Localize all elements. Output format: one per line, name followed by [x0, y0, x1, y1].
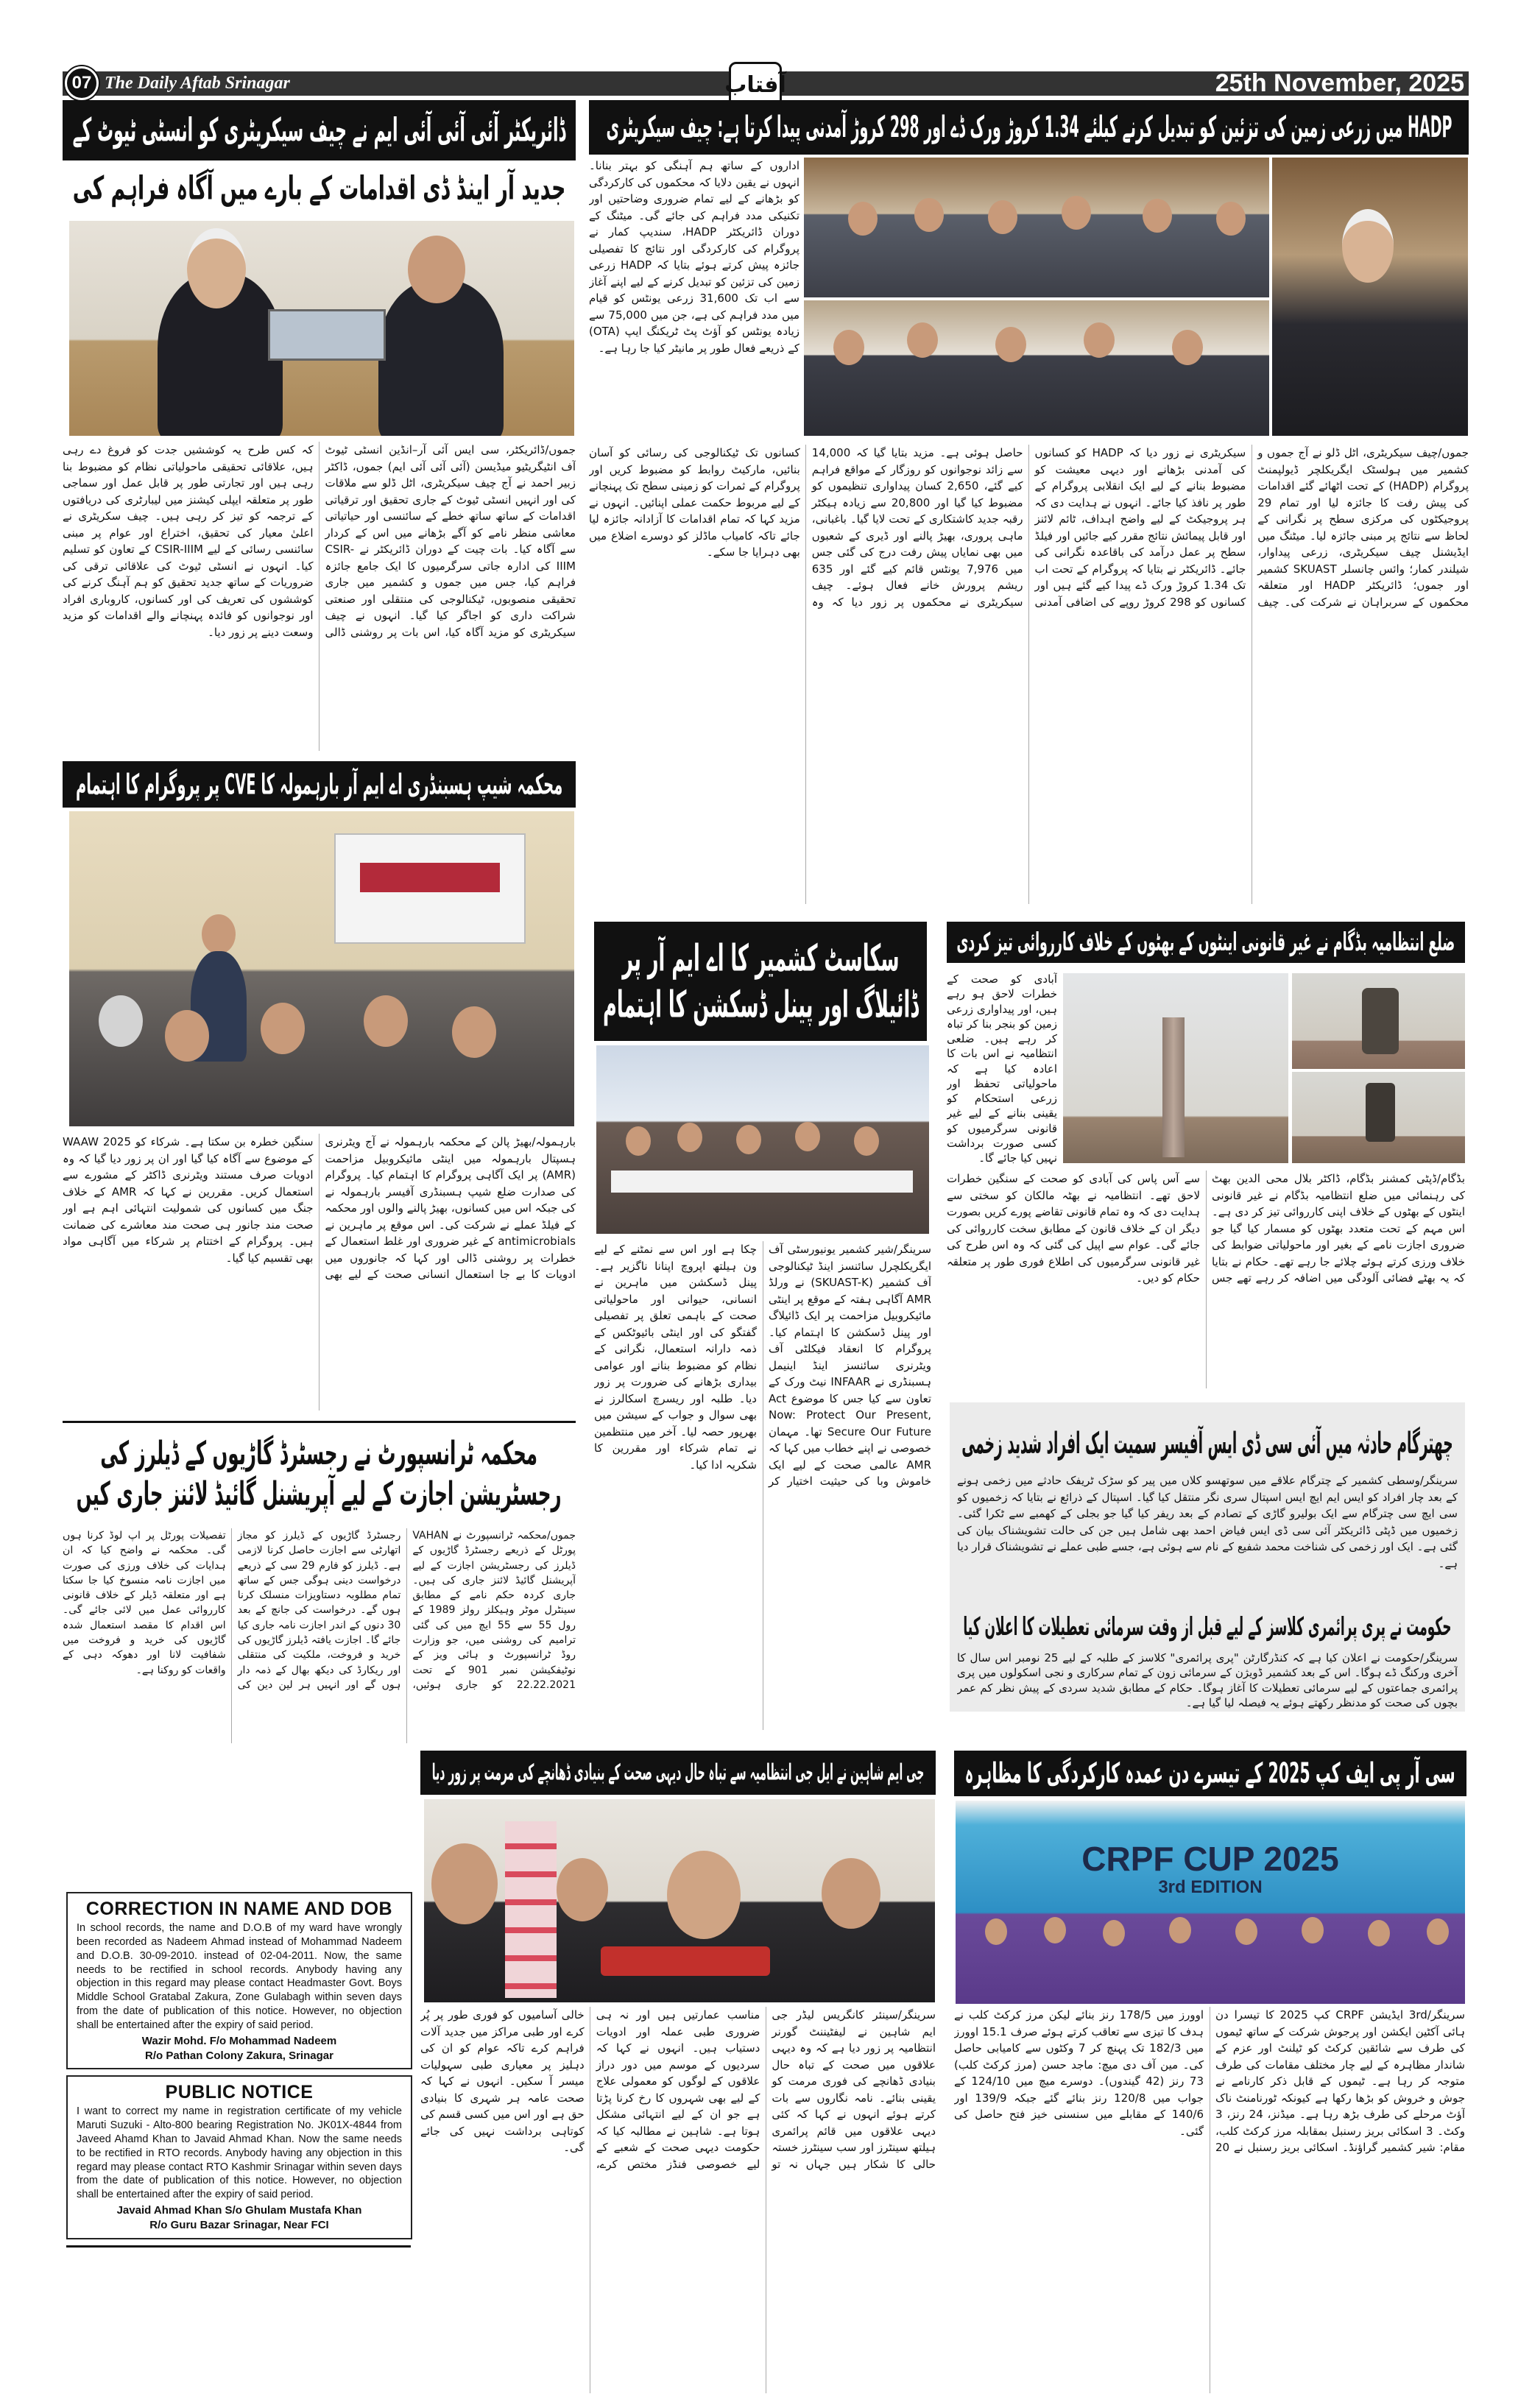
photo-hadp-meeting-1 [804, 158, 1269, 297]
headline-iiim-line2-box [63, 162, 576, 215]
photo-crpf-cup-teams [956, 1801, 1465, 2004]
headline-cve-box [63, 761, 576, 808]
divider [66, 2245, 411, 2248]
article-body-budgam: بڈگام/ڈپٹی کمشنر بڈگام، ڈاکٹر بلال محی الدین بھٹ کی رہنمائی میں ضلع انتظامیہ بڈگام نے غیر قانونی اینٹوں کے بھٹوں کے خلاف اپنی کارروائی تیز کر دی ہے۔ اس مہم کے تحت متعدد بھٹوں کو مسمار کیا گیا جو ضروری اجازت نامے کے بغیر اور ماحولیاتی ضوابط کی خلاف ورزی کرتے ہوئے چلائے جا رہے تھے۔ حکام نے بتایا کہ یہ بھٹے فضائی آلودگی میں اضافہ کر رہے تھے جس سے آس پاس کی آبادی کو صحت کے سنگین خطرات لاحق تھے۔ انتظامیہ نے بھٹہ مالکان کو سختی سے ہدایت دی کہ وہ تمام قانونی تقاضے پورے کریں بصورت دیگر ان کے خلاف قانون کے مطابق سخت کارروائی کی جائے گی۔ عوام سے اپیل کی گئی کہ وہ اس طرح کی غیر قانونی سرگرمیوں کی اطلاع فوری طور پر متعلقہ حکام کو دیں۔ [947, 1172, 1465, 1285]
headline-crpf-box [954, 1751, 1466, 1796]
article-body-budgam-side: آبادی کو صحت کے خطرات لاحق ہو رہے ہیں، اور پیداواری زرعی زمین کو بنجر بنا کر تباہ کر رہے ہیں۔ ضلعی انتظامیہ نے اس بات کا اعادہ کیا ہے کہ ماحولیاتی تحفظ اور زرعی استحکام کو یقینی بنانے کے لیے غیر قانونی سرگرمیوں کو کسی صورت برداشت نہیں کیا جائے گا۔ [947, 972, 1057, 1165]
article-body-preprimary: سرینگر/حکومت نے اعلان کیا ہے کہ کنڈرگارٹن "پری پرائمری" کلاسز کے طلبہ کے لیے 25 نومبر اس سال کا آخری ورکنگ ڈے ہوگا۔ اس کے بعد کشمیر ڈویژن کے سرمائی زون کے تمام سرکاری و نجی اسکولوں میں پری پرائمری جماعتوں کے لیے سرمائی تعطیلات کا آغاز ہوگا۔ حکام کے مطابق شدید سردی کے پیش نظر کم عمر بچوں کی صحت کو مدنظر رکھتے ہوئے یہ فیصلہ لیا گیا ہے۔ [957, 1651, 1458, 1709]
correction-notice-address: R/o Pathan Colony Zakura, Srinagar [145, 2049, 333, 2062]
article-body-chhatergam: سرینگر/وسطی کشمیر کے چترگام علاقے میں سوتھسو کلاں میں پیر کو سڑک ٹریفک حادثے میں زخمی ہونے کے بعد چار افراد کو ایس ایم ایچ ایس اسپتال سری نگر منتقل کیا گیا۔ اسپتال کے ذرائع نے بتایا کہ زخمیوں کو سی ایچ سی چترگام سے ایک بولیرو گاڑی کے تصادم کے بعد ریفر کیا گیا جو بجلی کے کھمبے سے ٹکرا گئی۔ زخمیوں میں ڈپٹی ڈائریکٹر آئی سی ڈی ایس فیاض احمد بھی شامل ہیں جن کی حالت تشویشناک بیان کی گئی ہے۔ ایک اور زخمی کی شناخت محمد شفیع کے نام سے ہوئی ہے، جسے طبی عملے نے تشویشناک قرار دیا ہے۔ [957, 1474, 1458, 1570]
headline-hadp-box [589, 100, 1469, 155]
public-notice [66, 2075, 412, 2239]
headline-skuast-box [594, 922, 927, 1041]
headline-shaheen: جی ایم شاہین نے ایل جی انتظامیہ سے تباہ حال دیہی صحت کے بنیادی ڈھانچے کی مرمت پر زور دیا [431, 1759, 925, 1786]
page-number: 07 [65, 66, 99, 100]
headline-transport: محکمہ ٹرانسپورٹ نے رجسٹرڈ گاڑیوں کے ڈیلرز کی رجسٹریشن اجازت کے لیے آپریشنل گائیڈ لائنز جاری کیں [76, 1434, 562, 1513]
public-notice-address: R/o Guru Bazar Srinagar, Near FCI [149, 2219, 329, 2232]
photo-chief-secretary [1272, 158, 1468, 436]
correction-notice [66, 1892, 412, 2069]
crpf-banner-title: CRPF CUP 2025 [1081, 1840, 1339, 1878]
headline-chhatergam: چھترگام حادثہ میں آئی سی ڈی ایس آفیسر سمیت ایک افراد شدید زخمی [961, 1427, 1453, 1461]
article-body-transport: جموں/محکمہ ٹرانسپورٹ نے VAHAN پورٹل کے ذریعے رجسٹرڈ گاڑیوں کے ڈیلرز کی رجسٹریشن اجازت کے لیے آپریشنل گائیڈ لائنز جاری کی ہیں۔ جاری کردہ حکم نامے کے مطابق سینٹرل موٹر وہیکلز رولز 1989 کے رول 55 سے 55 ایچ میں کی گئی ترامیم کی روشنی میں، جو وزارت روڈ ٹرانسپورٹ و ہائی ویز کے نوٹیفکیشن نمبر 901 کے تحت 22.22.2021 کو جاری ہوئیں، رجسٹرڈ گاڑیوں کے ڈیلرز کو مجاز اتھارٹی سے اجازت حاصل کرنا لازمی ہے۔ ڈیلرز کو فارم 29 سی کے ذریعے درخواست دینی ہوگی جس کے ساتھ تمام مطلوبہ دستاویزات منسلک کرنا ہوں گے۔ درخواست کی جانچ کے بعد 30 دنوں کے اندر اجازت نامہ جاری کیا جائے گا۔ اجازت یافتہ ڈیلرز گاڑیوں کی خرید و فروخت، ملکیت کی منتقلی اور ریکارڈ کی دیکھ بھال کے ذمہ دار ہوں گے اور انہیں ہر لین دین کی تفصیلات پورٹل پر اپ لوڈ کرنا ہوں گی۔ محکمہ نے واضح کیا کہ ان ہدایات کی خلاف ورزی کی صورت میں اجازت نامہ منسوخ کیا جا سکتا ہے اور متعلقہ ڈیلر کے خلاف قانونی کارروائی عمل میں لائی جائے گی۔ اس اقدام کا مقصد استعمال شدہ گاڑیوں کی خرید و فروخت میں شفافیت لانا اور دھوکہ دہی کے واقعات کو روکنا ہے۔ [63, 1530, 576, 1691]
article-body-shaheen: سرینگر/سینئر کانگریس لیڈر جی ایم شاہین نے لیفٹیننٹ گورنر انتظامیہ پر زور دیا ہے کہ وہ دیہی علاقوں میں صحت کے تباہ حال بنیادی ڈھانچے کی فوری مرمت کو یقینی بنائے۔ نامہ نگاروں سے بات کرتے ہوئے انہوں نے کہا کہ کئی دیہی علاقوں میں قائم پرائمری ہیلتھ سینٹرز اور سب سینٹرز خستہ حالی کا شکار ہیں جہاں نہ تو مناسب عمارتیں ہیں اور نہ ہی ضروری طبی عملہ اور ادویات دستیاب ہیں۔ انہوں نے کہا کہ سردیوں کے موسم میں دور دراز علاقوں کے لوگوں کو معمولی علاج کے لیے بھی شہروں کا رخ کرنا پڑتا ہے جو ان کے لیے انتہائی مشکل ہوتا ہے۔ شاہین نے مطالبہ کیا کہ حکومت دیہی صحت کے شعبے کے لیے خصوصی فنڈز مختص کرے، خالی آسامیوں کو فوری طور پر پُر کرے اور طبی مراکز میں جدید آلات فراہم کرے تاکہ عوام کو ان کی دہلیز پر معیاری طبی سہولیات میسر آ سکیں۔ انہوں نے کہا کہ صحت عامہ ہر شہری کا بنیادی حق ہے اور اس میں کسی قسم کی کوتاہی برداشت نہیں کی جائے گی۔ [420, 2008, 936, 2171]
article-body-cve: بارہمولہ/بھیڑ پالن کے محکمہ بارہمولہ نے آج ویٹرنری ہسپتال بارہمولہ میں اینٹی مائیکروبیل مزاحمت (AMR) پر ایک آگاہی پروگرام کا اہتمام کیا۔ پروگرام کی صدارت ضلع شیپ ہسبنڈری آفیسر بارہمولہ نے کی جبکہ اس میں کسانوں، بھیڑ پالنے والوں اور محکمہ کے فیلڈ عملے نے شرکت کی۔ اس موقع پر ماہرین نے antimicrobials کے غیر ضروری اور غلط استعمال کے خطرات پر روشنی ڈالی اور کہا کہ جانوروں میں ادویات کا بے جا استعمال انسانی صحت کے لیے بھی سنگین خطرہ بن سکتا ہے۔ شرکاء کو WAAW 2025 کے موضوع سے آگاہ کیا گیا اور ان پر زور دیا گیا کہ وہ ادویات صرف مستند ویٹرنری ڈاکٹر کے مشورے سے استعمال کریں۔ مقررین نے کہا کہ AMR کے خلاف جنگ میں کسانوں کی شمولیت انتہائی اہم ہے اور صحت مند جانور ہی صحت مند معاشرے کی ضمانت ہیں۔ پروگرام کے اختتام پر شرکاء میں آگاہی مواد بھی تقسیم کیا گیا۔ [63, 1135, 576, 1281]
headline-crpf: سی آر پی ایف کپ 2025 کے تیسرے دن عمدہ کارکردگی کا مظاہرہ [964, 1756, 1456, 1790]
article-body-crpf: سرینگر/3rd ایڈیشن CRPF کپ 2025 کا تیسرا دن ہائی آکٹین ایکشن اور پرجوش شرکت کے ساتھ ٹیموں کی طرف سے شائقین کرکٹ کو ٹیلنٹ اور عزم کے شاندار مظاہرہ کے لیے چار مختلف مقامات کی طرف متوجہ کر رہا ہے۔ ٹیموں کے قابل ذکر کارنامے نے جوش و خروش کو بڑھا رکھا ہے کیونکہ ٹورنامنٹ ناک آؤٹ مرحلے کی طرف بڑھ رہا ہے۔ میڈنز، 24 رنز، 3 وکٹ۔ 3 اسکائی بریز رسنبل بمقابلہ مرز کرکٹ کلب، مقام: شیر کشمیر گراؤنڈ۔ اسکائی بریز رسنبل نے 20 اوورز میں 178/5 رنز بنائے لیکن مرز کرکٹ کلب نے ہدف کا تیزی سے تعاقب کرتے ہوئے صرف 15.1 اوورز میں 182/3 تک پہنچ کر 7 وکٹوں سے کامیابی حاصل کی۔ مین آف دی میچ: ماجد حسن (مرز کرکٹ کلب) 73 رنز (42 گیندوں)۔ دوسرے میچ میں 124/10 کے جواب میں 120/8 رنز بنائے گئے جبکہ 139/9 اور 140/6 کے مقابلے میں سنسنی خیز فتح حاصل کی گئی۔ [954, 2008, 1465, 2154]
photo-kiln-demolition-2 [1292, 1072, 1465, 1163]
correction-notice-title: CORRECTION IN NAME AND DOB [85, 1899, 393, 1919]
headline-shaheen-box [420, 1751, 936, 1795]
photo-shaheen-press [424, 1799, 935, 2002]
notices-column [66, 1892, 412, 2248]
correction-notice-body: In school records, the name and D.O.B of my ward have wrongly been recorded as Nadeem Ahmad instead of Mohammad Nadeem and D.O.B. 30-09-2010. instead of 02-04-2011. Now, the same needs to be rectified in school records. Anybody having any objection in this regard may please contact Headmaster Govt. Boys Middle School Gratabal Zakura, Zone Gulabagh within seven days from the date of publication of this notice. However, no objection shall be entertained after the expiry of said period. [77, 1922, 402, 2031]
public-notice-signature: Javaid Ahmad Khan S/o Ghulam Mustafa Khan [116, 2204, 362, 2217]
newspaper-logo: آفتاب [729, 62, 782, 107]
photo-hadp-meeting-2 [804, 300, 1269, 436]
article-body-hadp-intro: اداروں کے ساتھ ہم آہنگی کو بہتر بنانا۔ انہوں نے یقین دلایا کہ محکموں کی کارکردگی کو بڑھانے کے لیے تمام ضروری وضاحتیں اور تکنیکی مدد فراہم کی جائے گی۔ میٹنگ کے دوران ڈائریکٹر HADP، سندیپ کمار نے پروگرام کی کارکردگی اور نتائج کا تفصیلی جائزہ پیش کرتے ہوئے بتایا کہ HADP زرعی زمین کی تزئین کو تبدیل کرنے کے لیے اپنے آغاز سے اب تک 31,600 زرعی یونٹس کو قیام میں مدد فراہم کی ہے، جن میں 75,000 سے زیادہ یونٹس کو آؤٹ پٹ ٹریکنگ ایپ (OTA) کے ذریعے فعال طور پر مانیٹر کیا جا رہا ہے۔ [589, 159, 799, 355]
issue-date: 25th November, 2025 [1215, 69, 1464, 97]
headline-preprimary-box [950, 1606, 1465, 1648]
headline-hadp: HADP میں زرعی زمین کی تزئین کو تبدیل کرنے کیلئے 1.34 کروڑ ورک ڈے اور 298 کروڑ آمدنی پیدا کرتا ہے: چیف سیکریٹری [605, 110, 1452, 144]
headline-skuast: سکاسٹ کشمیر کا اے ایم آر پر ڈائیلاگ اور پینل ڈسکشن کا اہتمام [602, 936, 919, 1025]
public-notice-body: I want to correct my name in registration certificate of my vehicle Maruti Suzuki - Alto-800 bearing Registration No. JK01X-4844 from Javeed Ahamd Khan to Javaid Ahmad Khan. Now the same needs to be rectified in RTO records. Anybody having any objection in this regard may please contact RTO Kashmir Srinagar within seven days from the date of publication of this notice. However, no objection shall be entertained after the expiry of said period. [77, 2105, 402, 2201]
headline-preprimary: حکومت نے پری پرائمری کلاسز کے لیے قبل از وقت سرمائی تعطیلات کا اعلان کیا [963, 1611, 1452, 1642]
public-notice-title: PUBLIC NOTICE [165, 2082, 314, 2103]
transport-continued-space [65, 1746, 411, 1886]
crpf-banner-edition: 3rd EDITION [1158, 1877, 1263, 1897]
headline-iiim-line1: ڈائریکٹر آئی آئی آئی ایم نے چیف سیکریٹری کو انسٹی ٹیوٹ کے [72, 111, 566, 149]
photo-kiln-demolition-1 [1292, 973, 1465, 1069]
correction-notice-signature: Wazir Mohd. F/o Mohammad Nadeem [141, 2034, 337, 2047]
article-body-hadp: جموں/چیف سیکریٹری، اٹل ڈلو نے آج جموں و کشمیر میں ہولسٹک ایگریکلچر ڈیولپمنٹ پروگرام (HADP) کے تحت اٹھائے گئے اقدامات کی پیش رفت کا جائزہ لیا اور تمام 29 پروجیکٹوں کی مرکزی سطح پر نگرانی کے لحاظ سے نتائج پر مبنی جائزہ لیا۔ میٹنگ میں ایڈیشنل چیف سیکریٹری، زرعی پیداوار، شیلندر کمار؛ وائس چانسلر SKUAST کشمیر اور جموں؛ ڈائریکٹر HADP اور متعلقہ محکموں کے سربراہان نے شرکت کی۔ چیف سیکریٹری نے زور دیا کہ HADP کو کسانوں کی آمدنی بڑھانے اور دیہی معیشت کو مضبوط بنانے کے لیے ایک انقلابی پروگرام کے طور پر نافذ کیا جائے۔ انہوں نے ہدایت دی کہ ہر پروجیکٹ کے لیے واضح اہداف، ٹائم لائنز اور قابل پیمائش نتائج مقرر کیے جائیں اور فیلڈ سطح پر عمل درآمد کی باقاعدہ نگرانی کی جائے۔ ڈائریکٹر نے بتایا کہ پروگرام کے تحت اب تک 1.34 کروڑ ورک ڈے پیدا کیے گئے ہیں اور کسانوں کو 298 کروڑ روپے کی اضافی آمدنی حاصل ہوئی ہے۔ مزید بتایا گیا کہ 14,000 سے زائد نوجوانوں کو روزگار کے مواقع فراہم کیے گئے، 2,650 کسان پیداواری تنظیموں کو مضبوط کیا گیا اور 20,800 سے زیادہ ہیکٹر رقبہ جدید کاشتکاری کے تحت لایا گیا۔ باغبانی، ماہی پروری، بھیڑ پالنے اور ڈیری کے شعبوں میں بھی نمایاں پیش رفت درج کی گئی جس میں 7,976 یونٹس قائم کیے گئے اور 635 ریشم پرورش خانے فعال ہوئے۔ چیف سیکریٹری نے محکموں پر زور دیا کہ وہ کسانوں تک ٹیکنالوجی کی رسائی کو آسان بنائیں، مارکیٹ روابط کو مضبوط کریں اور پروگرام کے ثمرات کو زمینی سطح تک پہنچانے کے لیے مربوط حکمت عملی اپنائیں۔ انہوں نے مزید کہا کہ تمام اقدامات کا آزادانہ جائزہ لیا جائے تاکہ کامیاب ماڈلز کو دوسرے اضلاع میں بھی دہرایا جا سکے۔ [589, 446, 1469, 609]
headline-iiim-line2: جدید آر اینڈ ڈی اقدامات کے بارے میں آگاہ فراہم کی [72, 169, 566, 208]
article-body-skuast: سرینگر/شیر کشمیر یونیورسٹی آف ایگریکلچرل سائنسز اینڈ ٹیکنالوجی آف کشمیر (SKUAST-K) نے ورلڈ AMR آگاہی ہفتہ کے موقع پر اینٹی مائیکروبیل مزاحمت پر ایک ڈائیلاگ اور پینل ڈسکشن کا اہتمام کیا۔ پروگرام کا انعقاد فیکلٹی آف ویٹرنری سائنسز اینڈ اینیمل ہسبنڈری نے INFAAR نیٹ ورک کے تعاون سے کیا جس کا موضوع Act Now: Protect Our Present, Secure Our Future تھا۔ مہمان خصوصی نے اپنے خطاب میں کہا کہ AMR عالمی صحت کے لیے ایک خاموش وبا کی حیثیت اختیار کر چکا ہے اور اس سے نمٹنے کے لیے ون ہیلتھ اپروچ اپنانا ناگزیر ہے۔ پینل ڈسکشن میں ماہرین نے انسانی، حیوانی اور ماحولیاتی صحت کے باہمی تعلق پر تفصیلی گفتگو کی اور اینٹی بائیوٹکس کے ذمہ دارانہ استعمال، نگرانی کے نظام کو مضبوط بنانے اور عوامی بیداری بڑھانے کی ضرورت پر زور دیا۔ طلبہ اور ریسرچ اسکالرز نے بھی سوال و جواب کے سیشن میں بھرپور حصہ لیا۔ آخر میں منتظمین نے تمام شرکاء اور مقررین کا شکریہ ادا کیا۔ [594, 1243, 931, 1488]
photo-brick-kiln-chimney [1063, 973, 1288, 1163]
headline-chhatergam-box [950, 1418, 1465, 1469]
photo-cve-program [69, 811, 574, 1126]
headline-transport-box [63, 1421, 576, 1524]
article-body-iiim: جموں/ڈائریکٹر، سی ایس آئی آر–انڈین انسٹی ٹیوٹ آف انٹیگریٹیو میڈیسن (آئی آئی آئی ایم) جموں، ڈاکٹر زبیر احمد نے آج چیف سیکریٹری، اٹل ڈلو سے ملاقات کی اور انہیں انسٹی ٹیوٹ کے جاری تحقیق اور ترقیاتی اقدامات کے ساتھ ساتھ خطے کے سائنسی اور حیاتیاتی معاشی منظر نامے کو آگے بڑھانے میں اس کے کردار سے آگاہ کیا۔ بات چیت کے دوران ڈائریکٹر نے CSIR-IIIM کی ادارہ جاتی سرگرمیوں کا ایک جامع جائزہ فراہم کیا، جس میں جموں و کشمیر میں جاری تحقیقی منصوبوں، ٹیکنالوجی کی منتقلی اور صنعتی شراکت داری کو اجاگر کیا گیا۔ انہوں نے چیف سیکریٹری کو مزید آگاہ کیا، اس بات پر روشنی ڈالی کہ کس طرح یہ کوششیں جدت کو فروغ دے رہی ہیں، علاقائی تحقیقی ماحولیاتی نظام کو مضبوط بنا رہی ہیں اور تجارتی طور پر قابل عمل اور سماجی طور پر متعلقہ ایپلی کیشنز میں لیبارٹری کی دریافتوں کے ترجمہ کو تیز کر رہی ہیں۔ چیف سکریٹری نے اعلیٰ معیار کی تحقیق، اختراع اور عوام پر مبنی سائنسی رسائی کے لیے CSIR-IIIM کے تعاون کو تسلیم کیا۔ انہوں نے انسٹی ٹیوٹ کی علاقائی ترقی کی ضروریات کے ساتھ جدید تحقیق کو ہم آہنگ کرنے کی کوششوں کی تعریف کی اور کسانوں، کاروباری افراد اور نوجوانوں کو فائدہ پہنچانے والے اقدامات کو مزید وسعت دینے پر زور دیا۔ [63, 443, 576, 639]
headline-cve: محکمہ شیپ ہسبنڈری اے ایم آر بارہمولہ کا CVE پر پروگرام کا اہتمام [75, 767, 563, 800]
photo-skuast-panel [596, 1045, 929, 1234]
photo-iiim-meeting [69, 221, 574, 436]
headline-iiim-line1-box [63, 100, 576, 160]
paper-name: The Daily Aftab Srinagar [105, 74, 290, 93]
headline-budgam: ضلع انتظامیہ بڈگام نے غیر قانونی اینٹوں کے بھٹوں کے خلاف کارروائی تیز کردی [956, 927, 1455, 957]
headline-budgam-box [947, 922, 1465, 963]
